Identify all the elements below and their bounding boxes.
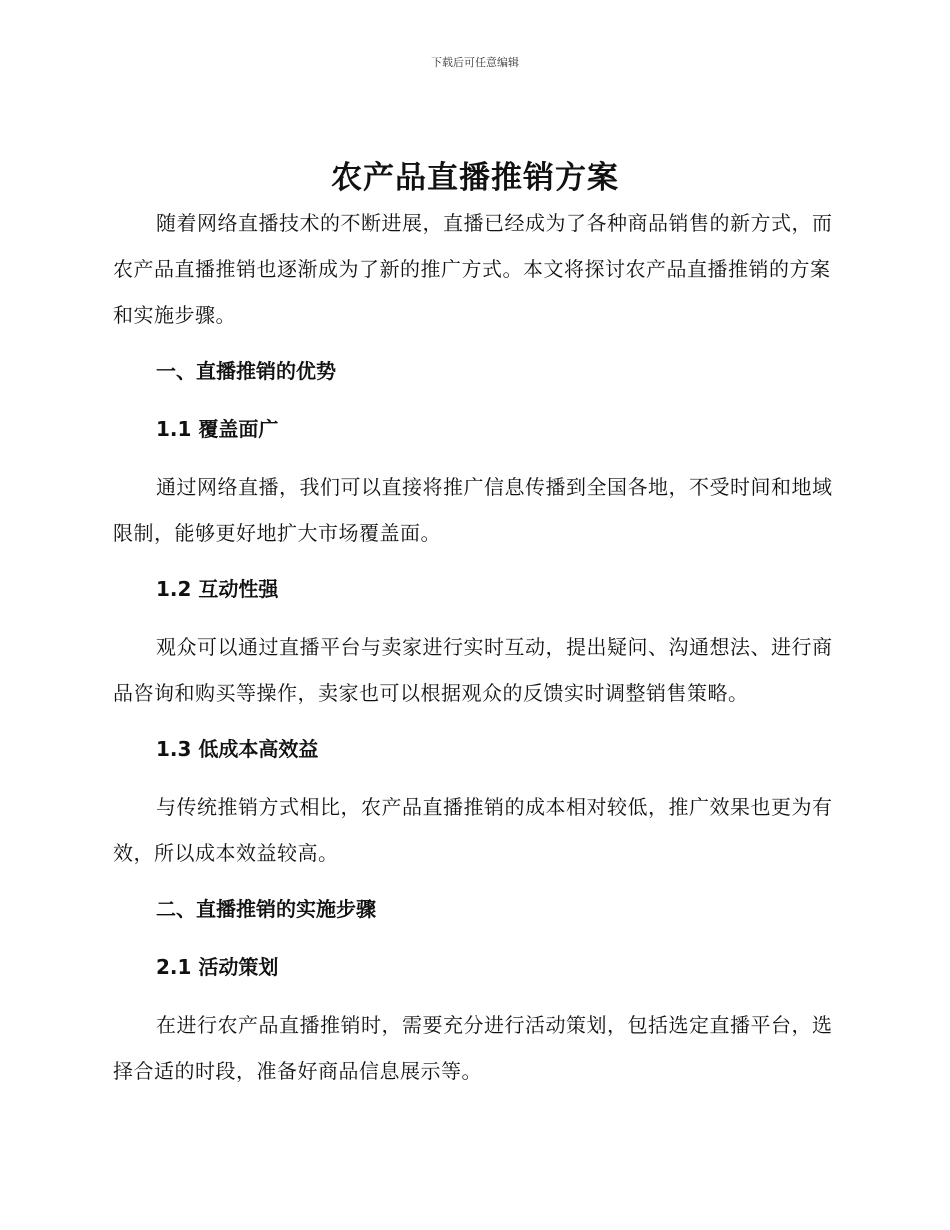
header-note: 下载后可任意编辑 xyxy=(431,56,519,69)
document-body xyxy=(113,200,833,1104)
subheading-coverage: 1.1 覆盖面广 xyxy=(156,417,279,441)
paragraph-coverage: 通过网络直播，我们可以直接将推广信息传播到全国各地，不受时间和地域限制，能够更好地扩大市场覆盖面。 xyxy=(113,475,833,545)
document-title: 农产品直播推销方案 xyxy=(331,160,619,196)
paragraph-planning: 在进行农产品直播推销时，需要充分进行活动策划，包括选定直播平台，选择合适的时段，准备好商品信息展示等。 xyxy=(113,1013,833,1083)
paragraph-low-cost: 与传统推销方式相比，农产品直播推销的成本相对较低，推广效果也更为有效，所以成本效益较高。 xyxy=(113,795,833,865)
section-heading-advantages: 一、直播推销的优势 xyxy=(156,359,336,383)
subheading-planning: 2.1 活动策划 xyxy=(156,955,279,979)
intro-paragraph: 随着网络直播技术的不断进展，直播已经成为了各种商品销售的新方式，而农产品直播推销也逐渐成为了新的推广方式。本文将探讨农产品直播推销的方案和实施步骤。 xyxy=(113,211,833,327)
subheading-low-cost: 1.3 低成本高效益 xyxy=(156,737,319,761)
paragraph-interaction: 观众可以通过直播平台与卖家进行实时互动，提出疑问、沟通想法、进行商品咨询和购买等操作，卖家也可以根据观众的反馈实时调整销售策略。 xyxy=(113,635,833,705)
section-heading-steps: 二、直播推销的实施步骤 xyxy=(156,897,376,921)
subheading-interaction: 1.2 互动性强 xyxy=(156,577,279,601)
